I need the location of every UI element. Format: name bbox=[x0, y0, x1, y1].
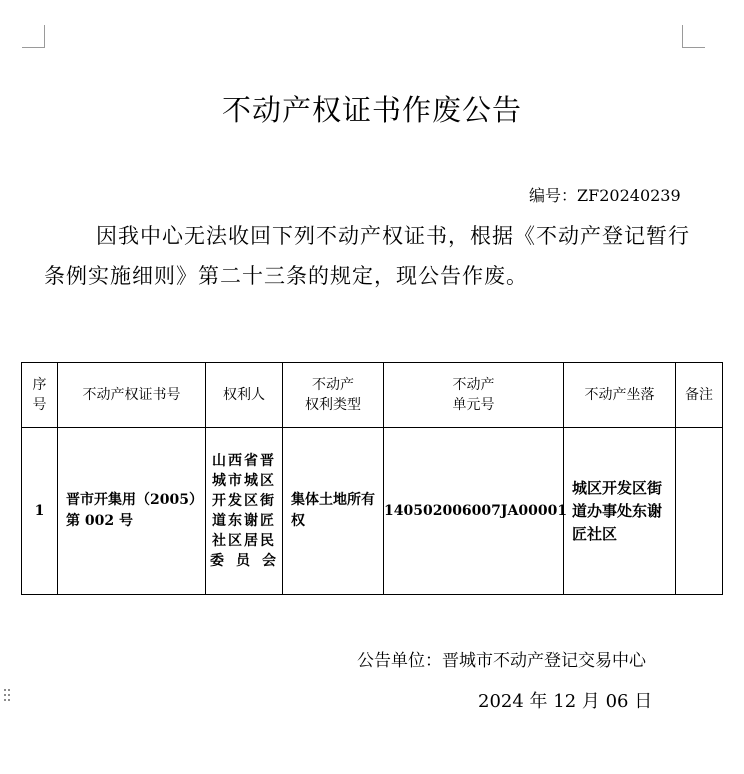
header-holder: 权利人 bbox=[206, 363, 283, 428]
document-number: 编号：ZF20240239 bbox=[529, 186, 681, 205]
header-location: 不动产坐落 bbox=[564, 363, 676, 428]
issuing-unit: 公告单位：晋城市不动产登记交易中心 bbox=[357, 651, 646, 671]
header-seq: 序 号 bbox=[22, 363, 58, 428]
page-corner-mark-top-right bbox=[682, 25, 705, 48]
issue-date: 2024 年 12 月 06 日 bbox=[478, 691, 653, 712]
cell-holder: 山西省晋城市城区开发区街道东谢匠社区居民委员会 bbox=[206, 428, 283, 595]
cell-unit-no: 140502006007JA00001 bbox=[384, 428, 564, 595]
certificate-table bbox=[21, 362, 723, 595]
table-header-row bbox=[22, 363, 723, 428]
page-title: 不动产权证书作废公告 bbox=[221, 93, 522, 127]
cell-location: 城区开发区街道办事处东谢匠社区 bbox=[564, 428, 676, 595]
table-row bbox=[22, 428, 723, 595]
cell-right-type: 集体土地所有权 bbox=[283, 428, 384, 595]
cell-remarks bbox=[676, 428, 723, 595]
header-right-type: 不动产 权利类型 bbox=[283, 363, 384, 428]
drag-handle-icon[interactable] bbox=[4, 689, 12, 705]
header-remarks: 备注 bbox=[676, 363, 723, 428]
announcement-body: 因我中心无法收回下列不动产权证书，根据《不动产登记暂行条例实施细则》第二十三条的规定，现公告作废。 bbox=[44, 224, 690, 288]
page-corner-mark-top-left bbox=[22, 25, 45, 48]
cell-cert-no: 晋市开集用（2005）第 002 号 bbox=[58, 428, 206, 595]
cell-seq: 1 bbox=[22, 428, 58, 595]
header-cert-no: 不动产权证书号 bbox=[58, 363, 206, 428]
header-unit-no: 不动产 单元号 bbox=[384, 363, 564, 428]
